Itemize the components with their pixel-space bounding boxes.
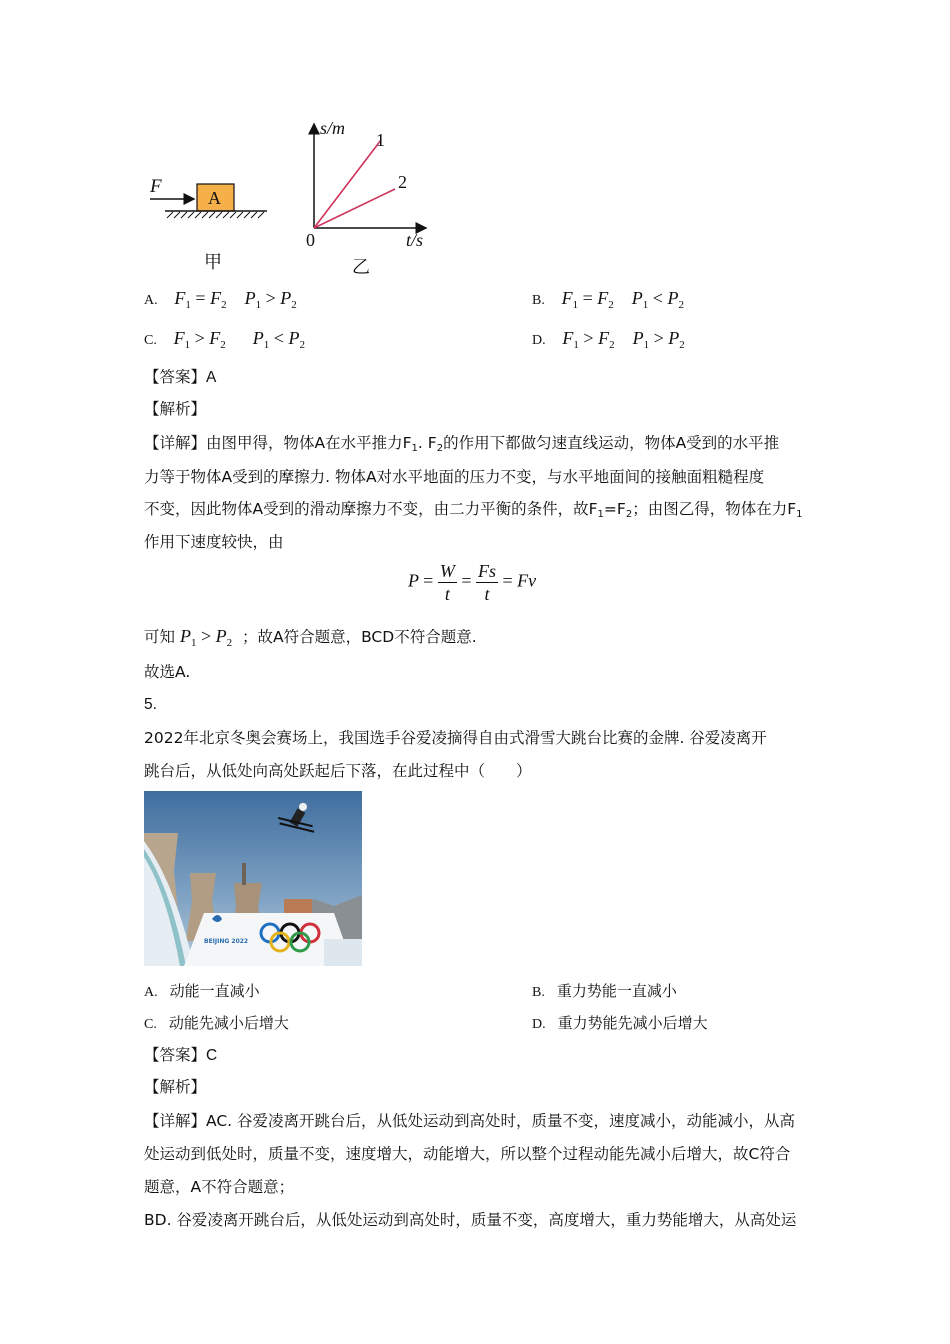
y-axis-label: s/m — [320, 118, 346, 138]
q4-option-b[interactable]: B. $F_1 = F_2$ $P_1 < P_2$ — [532, 288, 684, 311]
q5-option-c[interactable]: C. 动能先减小后增大 — [144, 1014, 289, 1032]
line-2-label: 2 — [398, 172, 407, 192]
photo-emblem-text: BEIJING 2022 — [204, 938, 249, 945]
q4-detail-line-1: 【详解】由图甲得，物体A在水平推力$F_1$. $F_2$的作用下都做匀速直线运动，物体A受到的水平推 — [144, 434, 780, 454]
line-1-label: 1 — [376, 130, 385, 150]
q5-stem-line-1: 2022年北京冬奥会赛场上，我国选手谷爱凌摘得自由式滑雪大跳台比赛的金牌. 谷爱凌离开 — [144, 729, 767, 747]
origin-label: 0 — [306, 230, 315, 250]
ski-jump-photo — [144, 791, 362, 966]
q4-option-c[interactable]: C. $F_1 > F_2$ $P_1 < P_2$ — [144, 328, 305, 351]
figure-yi — [300, 112, 440, 277]
caption-yi: 乙 — [352, 257, 370, 278]
caption-jia: 甲 — [204, 252, 222, 273]
q4-final: 故选A. — [144, 663, 191, 681]
block-label: A — [208, 188, 221, 208]
q4-detail-line-4: 作用下速度较快，由 — [144, 533, 284, 551]
q4-option-d[interactable]: D. $F_1 > F_2$ $P_1 > P_2$ — [532, 328, 685, 351]
q5-number: 5. — [144, 696, 157, 713]
power-formula: P = $\frac{W}{t}$ = $\frac{Fs}{t}$ = Fv — [408, 561, 537, 604]
q5-option-a[interactable]: A. 动能一直减小 — [144, 982, 260, 1000]
q4-detail-line-2: 力等于物体A受到的摩擦力. 物体A对水平地面的压力不变，与水平地面间的接触面粗糙程度 — [144, 468, 765, 486]
q5-detail-line-1: 【详解】AC. 谷爱凌离开跳台后，从低处运动到高处时，质量不变，速度减小，动能减小，从高 — [144, 1112, 796, 1130]
q5-photo — [144, 791, 362, 966]
x-axis-label: t/s — [406, 230, 424, 250]
q5-detail-line-2: 处运动到低处时，质量不变，速度增大，动能增大，所以整个过程动能先减小后增大，故C符合 — [144, 1145, 791, 1163]
q5-detail-line-3: 题意，A不符合题意； — [144, 1178, 295, 1196]
q4-conclusion: 可知 $P_1 > P_2$ ；故A符合题意，BCD不符合题意. — [144, 626, 477, 649]
q4-answer: 【答案】A — [144, 368, 217, 386]
line-2 — [314, 189, 395, 228]
q5-detail-line-4: BD. 谷爱凌离开跳台后，从低处运动到高处时，质量不变，高度增大，重力势能增大，从高处运 — [144, 1211, 797, 1229]
figure-jia — [140, 170, 280, 275]
q5-stem-line-2: 跳台后，从低处向高处跃起后下落，在此过程中（ ） — [144, 762, 532, 780]
q4-analysis-tag: 【解析】 — [144, 400, 207, 418]
q5-analysis-tag: 【解析】 — [144, 1078, 207, 1096]
q5-option-d[interactable]: D. 重力势能先减小后增大 — [532, 1014, 708, 1032]
force-label: F — [150, 176, 162, 197]
line-1 — [314, 140, 381, 228]
q4-option-a[interactable]: A. $F_1 = F_2$ $P_1 > P_2$ — [144, 288, 297, 311]
q5-option-b[interactable]: B. 重力势能一直减小 — [532, 982, 677, 1000]
q4-detail-line-3: 不变，因此物体A受到的滑动摩擦力不变，由二力平衡的条件，故$F_1=F_2$；由图乙得，物体在力$F_1$ — [144, 500, 803, 520]
q5-answer: 【答案】C — [144, 1046, 218, 1064]
